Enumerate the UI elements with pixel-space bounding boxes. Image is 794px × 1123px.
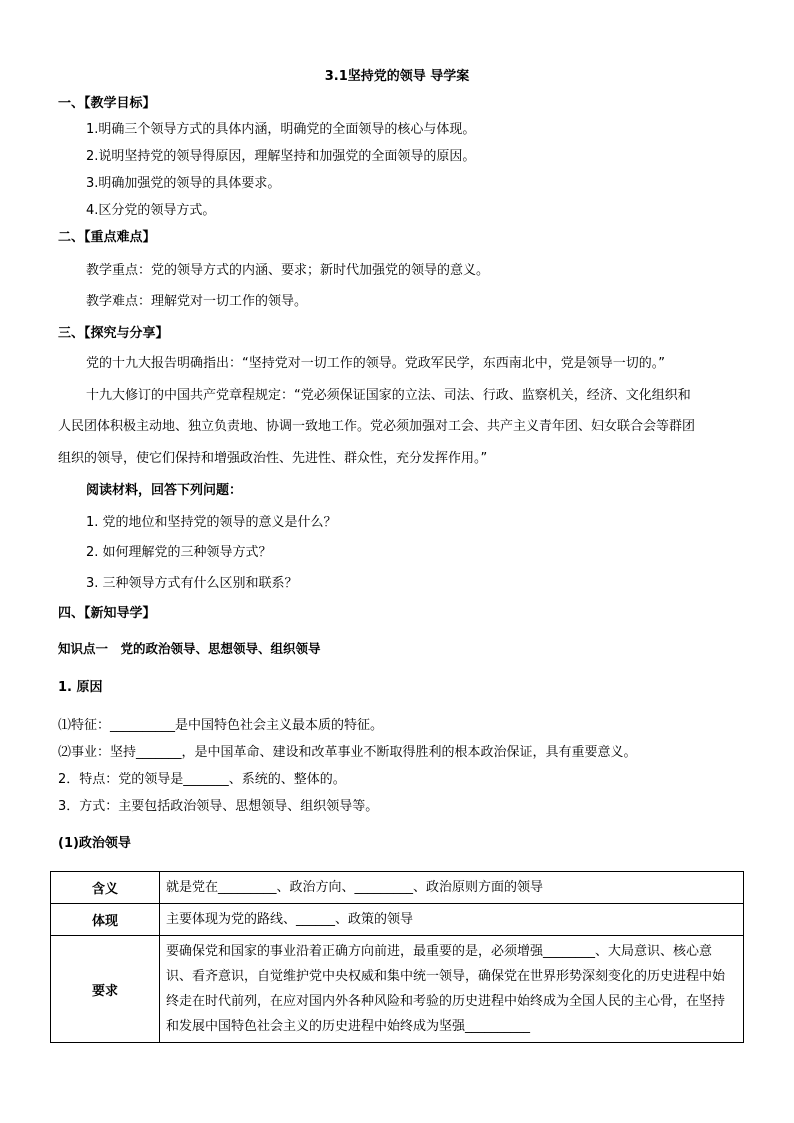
difficult-point-text: 教学难点：理解党对一切工作的领导。 (86, 294, 308, 309)
subheading-reason: 1. 原因 (58, 680, 103, 695)
row-content-embodiment: 主要体现为党的路线、______、政策的领导 (160, 904, 744, 936)
characteristic-line: 2．特点：党的领导是_______、系统的、整体的。 (58, 772, 346, 787)
row-header-meaning: 含义 (51, 872, 160, 904)
knowledge-point-title: 知识点一 党的政治领导、思想领导、组织领导 (58, 641, 321, 656)
key-point-text: 教学重点：党的领导方式的内涵、要求；新时代加强党的领导的意义。 (86, 263, 490, 278)
reason-cause-line: ⑵事业：坚持_______，是中国革命、建设和改革事业不断取得胜利的根本政治保证，具有重要意义。 (58, 745, 637, 760)
objective-item: 2.说明坚持党的领导得原因，理解坚持和加强党的全面领导的原因。 (86, 149, 476, 164)
table-row (51, 872, 744, 904)
reading-prompt: 阅读材料，回答下列问题： (86, 483, 243, 498)
reason-feature-line: ⑴特征：__________是中国特色社会主义最本质的特征。 (58, 718, 384, 733)
row-content-requirement: 要确保党和国家的事业沿着正确方向前进，最重要的是，必须增强________、大局意识、核心意识、看齐意识，自觉维护党中央权威和集中统一领导，确保党在世界形势深刻变化的历史进程中始终走在时代前列，在应对国内外各种风险和考验的历史进程中始终成为全国人民的主心骨，在坚持和发展中国特色社会主义的历史进程中始终成为坚强__________ (160, 936, 744, 1043)
method-line: 3．方式：主要包括政治领导、思想领导、组织领导等。 (58, 799, 379, 814)
section-heading-explore: 三、【探究与分享】 (58, 326, 169, 341)
question-item: 2. 如何理解党的三种领导方式？ (86, 545, 272, 560)
section-heading-key-points: 二、【重点难点】 (58, 230, 156, 245)
row-header-embodiment: 体现 (51, 904, 160, 936)
material-paragraph-2-line: 十九大修订的中国共产党章程规定：“党必须保证国家的立法、司法、行政、监察机关，经济、文化组织和 (86, 388, 691, 403)
material-paragraph-2-line: 组织的领导，使它们保持和增强政治性、先进性、群众性，充分发挥作用。” (58, 451, 488, 466)
objective-item: 4.区分党的领导方式。 (86, 203, 216, 218)
section-heading-objectives: 一、【教学目标】 (58, 96, 156, 111)
political-leadership-heading: (1)政治领导 (58, 836, 131, 851)
question-item: 1. 党的地位和坚持党的领导的意义是什么？ (86, 515, 337, 530)
political-leadership-table (50, 871, 744, 1043)
table-row (51, 936, 744, 1043)
section-heading-new-knowledge: 四、【新知导学】 (58, 606, 156, 621)
table-row (51, 904, 744, 936)
row-content-meaning: 就是党在_________、政治方向、_________、政治原则方面的领导 (160, 872, 744, 904)
material-paragraph-2-line: 人民团体积极主动地、独立负责地、协调一致地工作。党必须加强对工会、共产主义青年团、妇女联合会等群团 (58, 419, 696, 434)
objective-item: 3.明确加强党的领导的具体要求。 (86, 176, 281, 191)
material-paragraph-1: 党的十九大报告明确指出：“坚持党对一切工作的领导。党政军民学，东西南北中，党是领导一切的。” (86, 356, 665, 371)
page-title: 3.1坚持党的领导 导学案 (324, 69, 470, 84)
objective-item: 1.明确三个领导方式的具体内涵，明确党的全面领导的核心与体现。 (86, 122, 476, 137)
row-header-requirement: 要求 (51, 936, 160, 1043)
question-item: 3. 三种领导方式有什么区别和联系？ (86, 576, 298, 591)
